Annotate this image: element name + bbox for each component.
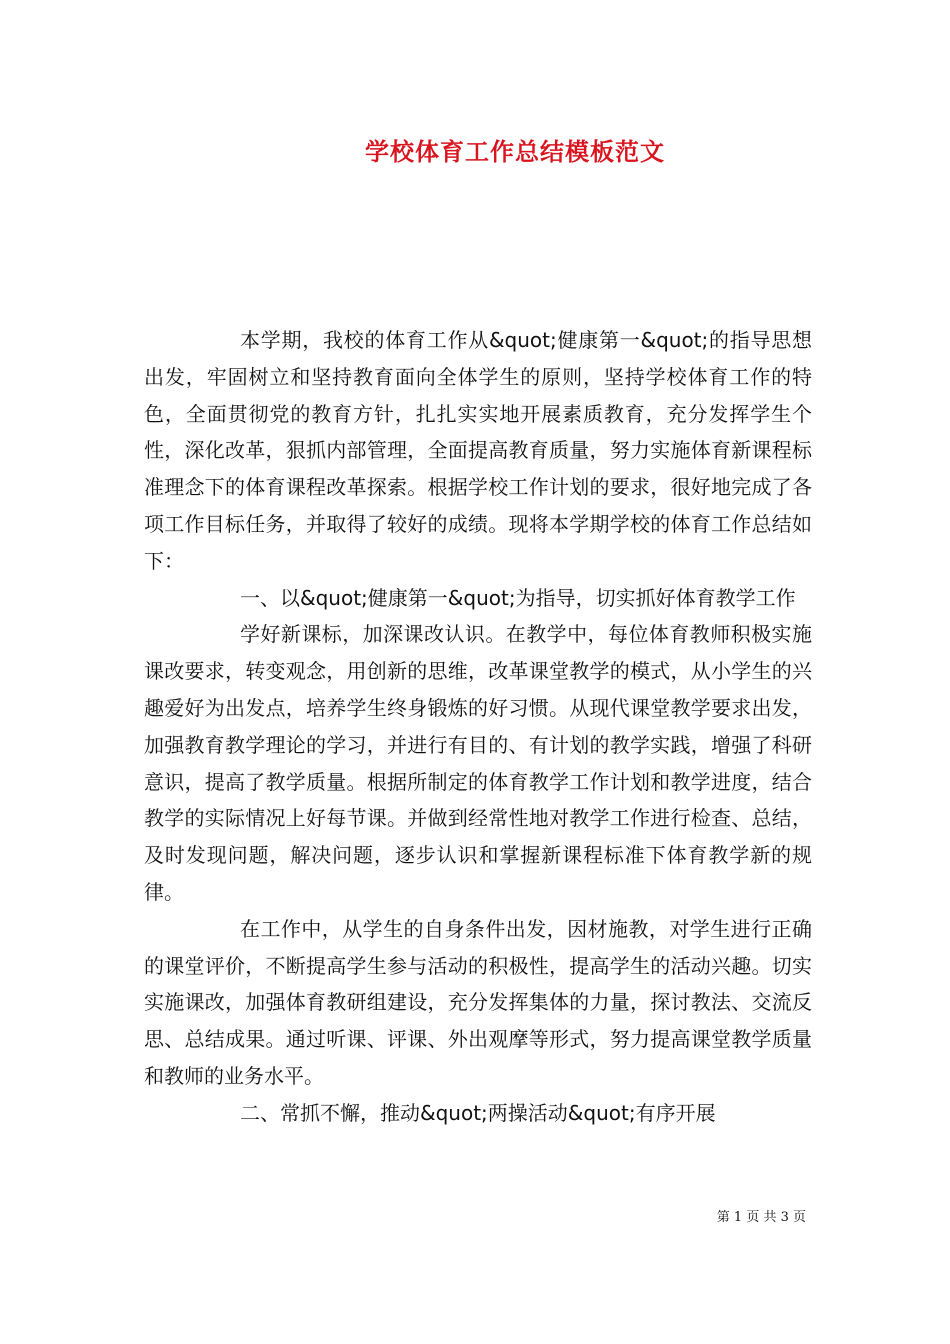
paragraph-intro: 本学期，我校的体育工作从&quot;健康第一&quot;的指导思想出发，牢固树立和坚持教育面向全体学生的原则，坚持学校体育工作的特色，全面贯彻党的教育方针，扎扎实实地开展素质教育，充分发挥学生个性，深化改革，狠抓内部管理，全面提高教育质量，努力实施体育新课程标准理念下的体育课程改革探索。根据学校工作计划的要求，很好地完成了各项工作目标任务，并取得了较好的成绩。现将本学期学校的体育工作总结如下： (144, 328, 812, 573)
document-title: 学校体育工作总结模板范文 (365, 137, 665, 166)
page-number-footer: 第 1 页 共 3 页 (716, 1210, 806, 1225)
paragraph-new-curriculum: 学好新课标，加深课改认识。在教学中，每位体育教师积极实施课改要求，转变观念，用创新的思维，改革课堂教学的模式，从小学生的兴趣爱好为出发点，培养学生终身锻炼的好习惯。从现代课堂教学要求出发，加强教育教学理论的学习，并进行有目的、有计划的教学实践，增强了科研意识，提高了教学质量。根据所制定的体育教学工作计划和教学进度，结合教学的实际情况上好每节课。并做到经常性地对教学工作进行检查、总结，及时发现问题，解决问题，逐步认识和掌握新课程标准下体育教学新的规律。 (144, 622, 812, 904)
section-heading-1: 一、以&quot;健康第一&quot;为指导，切实抓好体育教学工作 (240, 585, 796, 610)
section-heading-2: 二、常抓不懈，推动&quot;两操活动&quot;有序开展 (240, 1100, 716, 1125)
paragraph-work-practice: 在工作中，从学生的自身条件出发，因材施教，对学生进行正确的课堂评价，不断提高学生参与活动的积极性，提高学生的活动兴趣。切实实施课改，加强体育教研组建设，充分发挥集体的力量，探讨教法、交流反思、总结成果。通过听课、评课、外出观摩等形式，努力提高课堂教学质量和教师的业务水平。 (144, 916, 812, 1088)
document-body (144, 322, 812, 1132)
